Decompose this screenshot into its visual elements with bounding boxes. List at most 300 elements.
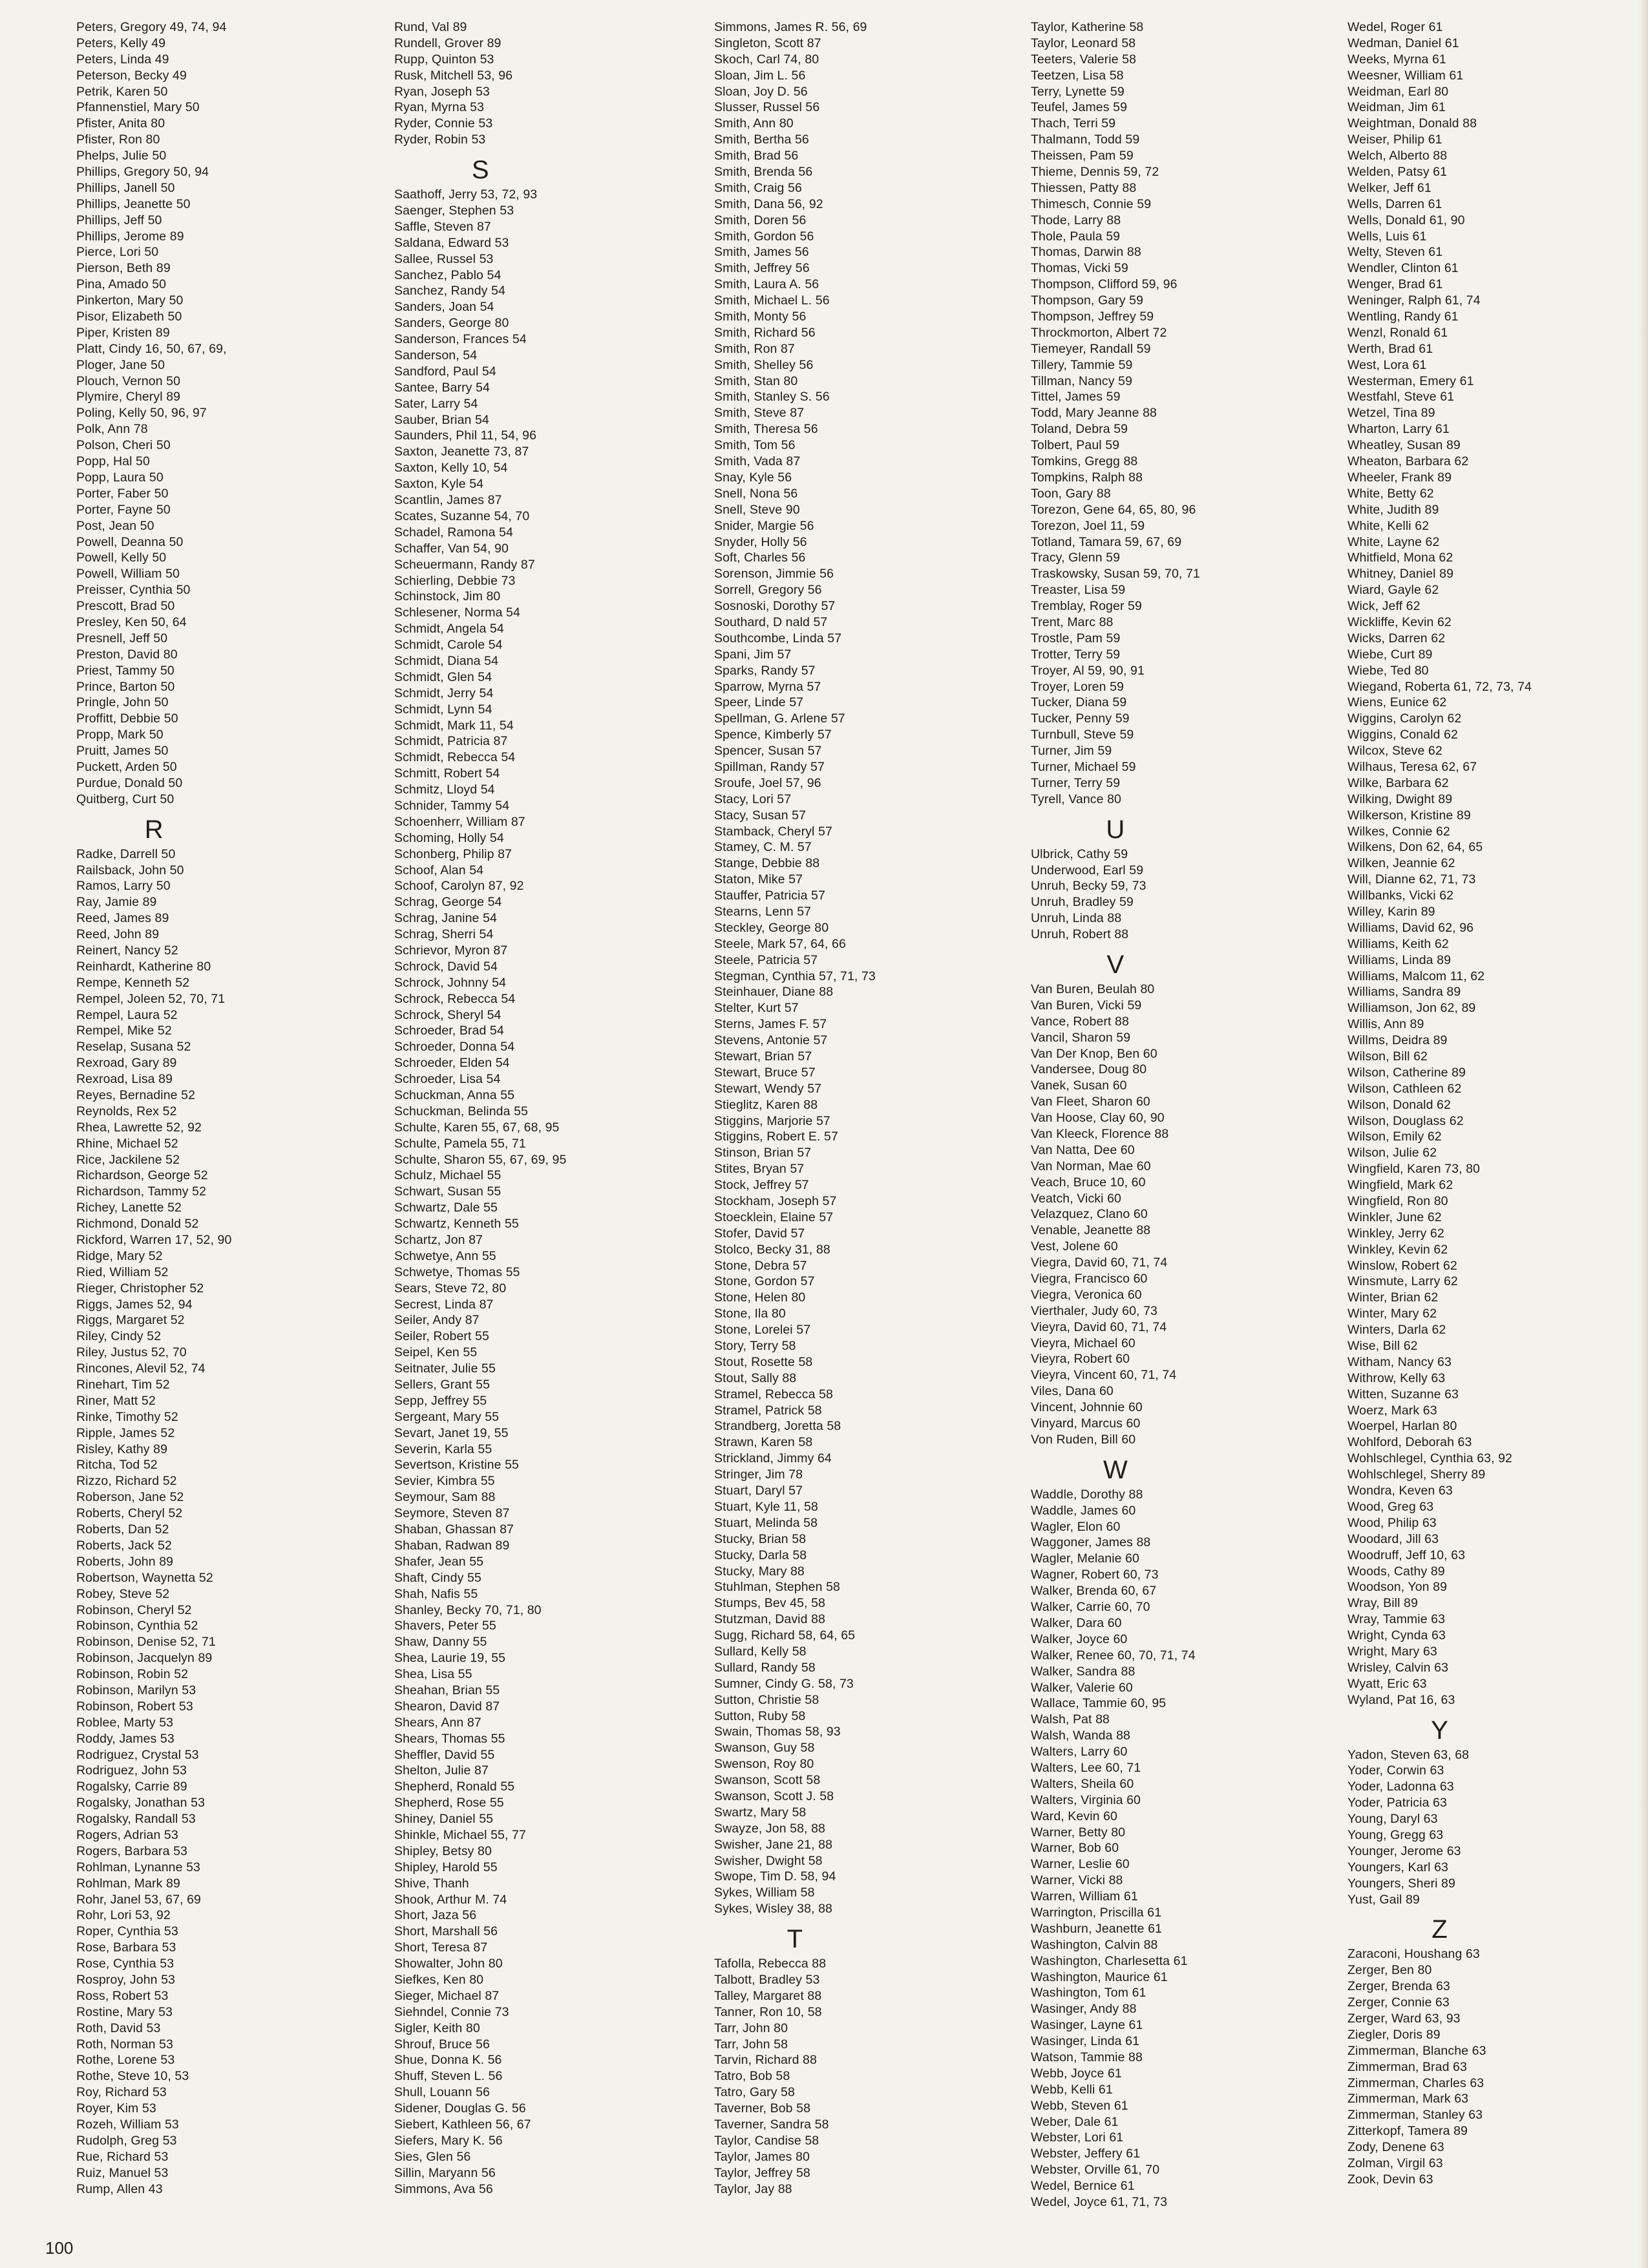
- index-entry: Westfahl, Steve 61: [1347, 390, 1455, 404]
- index-entry: Schuckman, Belinda 55: [394, 1104, 528, 1118]
- index-entry: Peterson, Becky 49: [76, 68, 187, 83]
- index-entry: Wilcox, Steve 62: [1347, 744, 1442, 759]
- index-entry: Shiney, Daniel 55: [394, 1812, 494, 1827]
- index-entry: Rhine, Michael 52: [76, 1136, 178, 1151]
- index-entry: Pinkerton, Mary 50: [76, 293, 184, 308]
- index-entry: Reyes, Bernadine 52: [76, 1088, 196, 1102]
- index-entry: Polk, Ann 78: [76, 422, 148, 437]
- index-entry: Turner, Jim 59: [1031, 744, 1112, 759]
- index-entry: Schmidt, Mark 11, 54: [394, 718, 514, 733]
- index-entry: Robinson, Robin 52: [76, 1667, 189, 1682]
- index-entry: Schaffer, Van 54, 90: [394, 541, 509, 556]
- index-entry: Rose, Cynthia 53: [76, 1957, 174, 1971]
- index-entry: Siehndel, Connie 73: [394, 2004, 509, 2019]
- index-entry: Venable, Jeanette 88: [1031, 1223, 1151, 1238]
- index-entry: Wyatt, Eric 63: [1347, 1676, 1427, 1691]
- index-entry: Sutton, Christie 58: [714, 1692, 819, 1707]
- index-entry: Stucky, Brian 58: [714, 1531, 807, 1546]
- index-entry: Tarvin, Richard 88: [714, 2053, 817, 2068]
- index-entry: Zitterkopf, Tamera 89: [1347, 2124, 1468, 2139]
- index-entry: Williams, Sandra 89: [1347, 985, 1461, 1000]
- index-entry: Scates, Suzanne 54, 70: [394, 509, 530, 523]
- index-entry: White, Kelli 62: [1347, 518, 1430, 533]
- index-entry: Rozeh, William 53: [76, 2117, 179, 2132]
- index-entry: Vest, Jolene 60: [1031, 1239, 1118, 1254]
- index-entry: Torezon, Joel 11, 59: [1031, 518, 1145, 533]
- index-entry: Skoch, Carl 74, 80: [714, 52, 819, 67]
- index-entry: Shaft, Cindy 55: [394, 1570, 481, 1585]
- index-entry: Viegra, Veronica 60: [1031, 1287, 1142, 1302]
- index-entry: Shipley, Betsy 80: [394, 1843, 492, 1858]
- index-entry: Thomas, Vicki 59: [1031, 261, 1128, 276]
- index-entry: Shears, Ann 87: [394, 1715, 481, 1730]
- index-entry: Washington, Calvin 88: [1031, 1937, 1158, 1952]
- index-entry: Tarr, John 80: [714, 2021, 788, 2035]
- index-entry: Walsh, Wanda 88: [1031, 1728, 1130, 1743]
- section-letter-w: W: [1103, 1455, 1128, 1484]
- index-entry: Stramel, Rebecca 58: [714, 1387, 833, 1402]
- index-entry: Thiessen, Patty 88: [1031, 180, 1137, 195]
- index-entry: Sanchez, Pablo 54: [394, 268, 502, 282]
- index-entry: Shearon, David 87: [394, 1699, 500, 1714]
- index-entry: Plymire, Cheryl 89: [76, 390, 181, 404]
- index-entry: Smith, Gordon 56: [714, 229, 814, 244]
- index-entry: Wheaton, Barbara 62: [1347, 454, 1469, 469]
- index-entry: Wentling, Randy 61: [1347, 310, 1459, 324]
- index-entry: Phelps, Julie 50: [76, 149, 167, 163]
- index-entry: White, Judith 89: [1347, 502, 1439, 517]
- index-entry: Weiser, Philip 61: [1347, 132, 1442, 147]
- index-entry: Wasinger, Layne 61: [1031, 2018, 1143, 2033]
- index-entry: Steinhauer, Diane 88: [714, 985, 834, 1000]
- index-entry: Will, Dianne 62, 71, 73: [1347, 872, 1476, 887]
- index-entry: Witham, Nancy 63: [1347, 1354, 1452, 1369]
- index-entry: Pfannenstiel, Mary 50: [76, 100, 200, 115]
- index-entry: Rickford, Warren 17, 52, 90: [76, 1233, 232, 1248]
- index-entry: Reinhardt, Katherine 80: [76, 959, 211, 974]
- index-entry: Schoof, Carolyn 87, 92: [394, 879, 524, 894]
- index-entry: Richardson, Tammy 52: [76, 1184, 207, 1199]
- index-entry: Vancil, Sharon 59: [1031, 1030, 1131, 1045]
- index-entry: Wiegand, Roberta 61, 72, 73, 74: [1347, 679, 1532, 694]
- index-entry: Schoming, Holly 54: [394, 830, 504, 845]
- index-entry: Rogalsky, Jonathan 53: [76, 1796, 206, 1811]
- index-entry: Wilken, Jeannie 62: [1347, 856, 1455, 871]
- index-entry: Roth, David 53: [76, 2021, 161, 2035]
- section-letter-v: V: [1106, 950, 1125, 979]
- index-entry: Snyder, Holly 56: [714, 534, 807, 549]
- index-entry: Prince, Barton 50: [76, 679, 175, 694]
- index-entry: Young, Gregg 63: [1347, 1827, 1444, 1842]
- index-entry: Wetzel, Tina 89: [1347, 406, 1435, 421]
- section-letter-r: R: [144, 815, 164, 844]
- index-entry: Weesner, William 61: [1347, 68, 1464, 83]
- index-entry: Vieyra, David 60, 71, 74: [1031, 1319, 1167, 1334]
- index-entry: Robinson, Cynthia 52: [76, 1619, 198, 1633]
- index-entry: Zimmerman, Brad 63: [1347, 2059, 1467, 2074]
- index-entry: Schuckman, Anna 55: [394, 1088, 515, 1102]
- index-entry: Shanley, Becky 70, 71, 80: [394, 1602, 542, 1617]
- index-entry: Smith, Stan 80: [714, 373, 798, 388]
- index-entry: Van Fleet, Sharon 60: [1031, 1095, 1150, 1109]
- index-entry: Pierce, Lori 50: [76, 245, 159, 260]
- index-entry: Wedman, Daniel 61: [1347, 36, 1459, 50]
- index-entry: Webster, Jeffery 61: [1031, 2147, 1141, 2161]
- index-entry: Schadel, Ramona 54: [394, 525, 513, 540]
- index-column-1: [76, 19, 231, 2197]
- index-entry: Sullard, Kelly 58: [714, 1644, 807, 1659]
- index-entry: Troyer, Al 59, 90, 91: [1031, 663, 1145, 678]
- index-entry: Wiebe, Curt 89: [1347, 647, 1433, 662]
- index-entry: Tafolla, Rebecca 88: [714, 1957, 827, 1971]
- index-entry: Talbott, Bradley 53: [714, 1972, 820, 1987]
- index-entry: Wilson, Douglass 62: [1347, 1113, 1464, 1128]
- index-entry: Rinehart, Tim 52: [76, 1378, 170, 1392]
- index-entry: Wingfield, Ron 80: [1347, 1194, 1448, 1209]
- index-entry: Wagler, Elon 60: [1031, 1519, 1121, 1534]
- index-entry: Shea, Lisa 55: [394, 1667, 472, 1682]
- index-entry: Viegra, David 60, 71, 74: [1031, 1255, 1168, 1270]
- index-entry: Weninger, Ralph 61, 74: [1347, 293, 1481, 308]
- index-entry: Saxton, Kelly 10, 54: [394, 461, 508, 476]
- index-entry: Toland, Debra 59: [1031, 422, 1128, 437]
- index-entry: Sugg, Richard 58, 64, 65: [714, 1628, 856, 1643]
- index-entry: Weightman, Donald 88: [1347, 116, 1477, 131]
- index-entry: Rempe, Kenneth 52: [76, 975, 190, 990]
- index-entry: Wingfield, Karen 73, 80: [1347, 1162, 1481, 1177]
- index-entry: Propp, Mark 50: [76, 728, 164, 742]
- index-entry: Thompson, Jeffrey 59: [1031, 310, 1154, 324]
- index-entry: Sterns, James F. 57: [714, 1017, 827, 1032]
- index-entry: Riggs, Margaret 52: [76, 1313, 185, 1328]
- index-entry: Stout, Sally 88: [714, 1370, 797, 1385]
- index-entry: Turner, Terry 59: [1031, 775, 1121, 790]
- index-entry: Turner, Michael 59: [1031, 759, 1136, 774]
- index-entry: Soft, Charles 56: [714, 551, 806, 565]
- index-entry: Swanson, Scott 58: [714, 1773, 821, 1788]
- index-entry: Shive, Thanh: [394, 1876, 469, 1891]
- index-entry: Ripple, James 52: [76, 1425, 175, 1440]
- index-entry: Shrouf, Bruce 56: [394, 2037, 490, 2052]
- index-entry: Slusser, Russel 56: [714, 100, 820, 115]
- index-entry: Unruh, Linda 88: [1031, 911, 1122, 926]
- index-entry: Sosnoski, Dorothy 57: [714, 599, 836, 614]
- index-entry: Schinstock, Jim 80: [394, 589, 501, 604]
- index-entry: Wilson, Emily 62: [1347, 1129, 1442, 1144]
- index-entry: Treaster, Lisa 59: [1031, 583, 1126, 598]
- index-entry: Spencer, Susan 57: [714, 744, 822, 759]
- index-entry: Rosproy, John 53: [76, 1972, 175, 1987]
- index-entry: Rogalsky, Carrie 89: [76, 1780, 187, 1794]
- index-entry: Reed, John 89: [76, 927, 160, 942]
- index-entry: Shull, Louann 56: [394, 2085, 490, 2100]
- index-entry: Sater, Larry 54: [394, 396, 478, 411]
- index-entry: Stinson, Brian 57: [714, 1146, 812, 1160]
- index-entry: Plouch, Vernon 50: [76, 373, 181, 388]
- index-entry: Peters, Linda 49: [76, 52, 169, 67]
- index-entry: Smith, Steve 87: [714, 406, 805, 421]
- index-entry: Stock, Jeffrey 57: [714, 1178, 809, 1193]
- index-entry: Rudolph, Greg 53: [76, 2133, 177, 2148]
- index-entry: Sanderson, Frances 54: [394, 332, 527, 347]
- index-entry: Stewart, Wendy 57: [714, 1081, 822, 1096]
- index-entry: Powell, Deanna 50: [76, 534, 184, 549]
- index-entry: Schlesener, Norma 54: [394, 605, 520, 620]
- index-entry: Phillips, Jerome 89: [76, 229, 184, 244]
- index-entry: Seitnater, Julie 55: [394, 1361, 496, 1376]
- index-entry: Veach, Bruce 10, 60: [1031, 1175, 1146, 1190]
- index-entry: Zimmerman, Blanche 63: [1347, 2043, 1486, 2058]
- index-entry: Taylor, Jay 88: [714, 2181, 792, 2196]
- index-entry: Velazquez, Clano 60: [1031, 1207, 1148, 1222]
- index-entry: Tittel, James 59: [1031, 390, 1121, 404]
- index-entry: Schmidt, Diana 54: [394, 653, 499, 668]
- index-entry: Saldana, Edward 53: [394, 235, 509, 250]
- index-entry: Rice, Jackilene 52: [76, 1152, 180, 1167]
- index-entry: Wedel, Joyce 61, 71, 73: [1031, 2195, 1168, 2209]
- index-entry: Schwartz, Kenneth 55: [394, 1217, 519, 1232]
- index-entry: Pfister, Anita 80: [76, 116, 165, 131]
- index-entry: Smith, Doren 56: [714, 213, 807, 227]
- index-entry: Schulte, Pamela 55, 71: [394, 1136, 526, 1151]
- index-entry: Whitfield, Mona 62: [1347, 551, 1453, 565]
- index-entry: Toon, Gary 88: [1031, 486, 1111, 501]
- index-entry: Sumner, Cindy G. 58, 73: [714, 1676, 854, 1691]
- index-entry: Williams, Linda 89: [1347, 952, 1452, 967]
- index-entry: Tatro, Bob 58: [714, 2069, 790, 2084]
- index-entry: Porter, Fayne 50: [76, 502, 171, 517]
- index-entry: Stacy, Susan 57: [714, 808, 807, 823]
- index-entry: Woerpel, Harlan 80: [1347, 1419, 1457, 1434]
- index-entry: Rostine, Mary 53: [76, 2004, 173, 2019]
- index-entry: Rempel, Laura 52: [76, 1007, 178, 1022]
- index-entry: Viles, Dana 60: [1031, 1384, 1114, 1399]
- index-entry: Wells, Luis 61: [1347, 229, 1427, 244]
- index-entry: Stegman, Cynthia 57, 71, 73: [714, 969, 876, 983]
- index-entry: Rempel, Mike 52: [76, 1024, 172, 1038]
- index-entry: Schrag, Janine 54: [394, 911, 497, 926]
- index-entry: Tillery, Tammie 59: [1031, 357, 1133, 372]
- index-entry: Walker, Dara 60: [1031, 1615, 1122, 1630]
- index-entry: Smith, Vada 87: [714, 454, 801, 469]
- index-entry: Webb, Steven 61: [1031, 2098, 1128, 2113]
- index-entry: Poling, Kelly 50, 96, 97: [76, 406, 207, 421]
- index-entry: Thompson, Clifford 59, 96: [1031, 277, 1178, 292]
- index-entry: Walters, Virginia 60: [1031, 1792, 1141, 1807]
- index-entry: Van Buren, Vicki 59: [1031, 998, 1142, 1013]
- index-entry: Washington, Tom 61: [1031, 1986, 1146, 2000]
- index-entry: Siebert, Kathleen 56, 67: [394, 2117, 531, 2132]
- index-entry: Phillips, Janell 50: [76, 180, 175, 195]
- index-entry: Rodriguez, Crystal 53: [76, 1747, 199, 1762]
- index-entry: Rothe, Steve 10, 53: [76, 2069, 189, 2084]
- index-entry: Smith, Richard 56: [714, 325, 816, 340]
- index-entry: Radke, Darrell 50: [76, 846, 176, 861]
- index-entry: Yust, Gail 89: [1347, 1892, 1420, 1907]
- index-entry: White, Layne 62: [1347, 534, 1440, 549]
- index-entry: Swain, Thomas 58, 93: [714, 1725, 841, 1739]
- index-entry: Wood, Greg 63: [1347, 1499, 1434, 1514]
- index-entry: Winsmute, Larry 62: [1347, 1274, 1458, 1289]
- index-entry: Wilson, Bill 62: [1347, 1049, 1428, 1064]
- index-entry: Ziegler, Doris 89: [1347, 2027, 1441, 2042]
- index-entry: Wyland, Pat 16, 63: [1347, 1692, 1455, 1707]
- index-entry: Scantlin, James 87: [394, 493, 502, 508]
- index-entry: Phillips, Jeff 50: [76, 213, 162, 227]
- index-entry: Zimmerman, Stanley 63: [1347, 2108, 1483, 2123]
- index-entry: Spillman, Randy 57: [714, 759, 825, 774]
- index-entry: Schmidt, Carole 54: [394, 638, 503, 653]
- index-entry: Richardson, George 52: [76, 1168, 208, 1183]
- index-entry: Schroeder, Elden 54: [394, 1056, 510, 1071]
- index-entry: Woodruff, Jeff 10, 63: [1347, 1548, 1466, 1562]
- index-entry: Saxton, Kyle 54: [394, 477, 484, 492]
- index-entry: Shue, Donna K. 56: [394, 2053, 502, 2068]
- index-column-4: [1031, 19, 1200, 2210]
- index-entry: Schierling, Debbie 73: [394, 573, 516, 588]
- index-entry: Saxton, Jeanette 73, 87: [394, 445, 529, 459]
- index-entry: Unruh, Becky 59, 73: [1031, 879, 1146, 894]
- index-entry: Weidman, Earl 80: [1347, 84, 1449, 99]
- index-entry: Rizzo, Richard 52: [76, 1474, 177, 1489]
- index-entry: Terry, Lynette 59: [1031, 84, 1125, 99]
- index-entry: Roberts, Cheryl 52: [76, 1506, 183, 1521]
- index-entry: Wilson, Julie 62: [1347, 1146, 1437, 1160]
- index-entry: Washington, Maurice 61: [1031, 1969, 1168, 1984]
- index-entry: Stearns, Lenn 57: [714, 904, 812, 919]
- index-entry: Westerman, Emery 61: [1347, 373, 1474, 388]
- index-entry: Warner, Leslie 60: [1031, 1857, 1130, 1872]
- index-entry: Wingfield, Mark 62: [1347, 1178, 1453, 1193]
- index-entry: Walters, Lee 60, 71: [1031, 1760, 1141, 1775]
- index-entry: Talley, Margaret 88: [714, 1988, 822, 2003]
- index-entry: Washington, Charlesetta 61: [1031, 1953, 1188, 1968]
- index-entry: Zolman, Virgil 63: [1347, 2156, 1443, 2170]
- index-entry: Winkler, June 62: [1347, 1210, 1442, 1224]
- index-entry: Yadon, Steven 63, 68: [1347, 1747, 1470, 1762]
- index-entry: Ridge, Mary 52: [76, 1248, 163, 1263]
- index-entry: Smith, Stanley S. 56: [714, 390, 830, 404]
- index-entry: Winter, Mary 62: [1347, 1307, 1437, 1321]
- index-entry: Robinson, Cheryl 52: [76, 1602, 192, 1617]
- index-entry: Sergeant, Mary 55: [394, 1409, 500, 1424]
- index-entry: Robertson, Waynetta 52: [76, 1570, 213, 1585]
- index-entry: Taylor, Katherine 58: [1031, 20, 1144, 34]
- index-entry: Wheeler, Frank 89: [1347, 470, 1452, 485]
- index-entry: Saenger, Stephen 53: [394, 204, 514, 218]
- index-entry: Ried, William 52: [76, 1265, 169, 1279]
- index-entry: Smith, Michael L. 56: [714, 293, 830, 308]
- index-entry: Sykes, Wisley 38, 88: [714, 1902, 832, 1916]
- index-entry: Riggs, James 52, 94: [76, 1297, 193, 1312]
- index-entry: Peters, Gregory 49, 74, 94: [76, 20, 227, 34]
- index-entry: Zimmerman, Mark 63: [1347, 2092, 1469, 2106]
- index-entry: Walker, Sandra 88: [1031, 1664, 1136, 1679]
- index-entry: Reinert, Nancy 52: [76, 943, 178, 958]
- index-entry: Wray, Bill 89: [1347, 1596, 1418, 1611]
- index-entry: Wiebe, Ted 80: [1347, 663, 1429, 678]
- section-letter-u: U: [1106, 815, 1125, 844]
- index-entry: Scheuermann, Randy 87: [394, 557, 535, 572]
- index-entry: Stringer, Jim 78: [714, 1467, 803, 1482]
- index-entry: Tillman, Nancy 59: [1031, 373, 1133, 388]
- index-entry: Schmitt, Robert 54: [394, 766, 500, 781]
- index-entry: Stiggins, Robert E. 57: [714, 1129, 838, 1144]
- index-entry: Sanderson, 54: [394, 348, 478, 363]
- index-entry: Richey, Lanette 52: [76, 1201, 182, 1215]
- index-entry: Wilkes, Connie 62: [1347, 824, 1450, 839]
- index-entry: Rusk, Mitchell 53, 96: [394, 68, 513, 83]
- index-entry: Ward, Kevin 60: [1031, 1809, 1117, 1823]
- index-entry: Wiggins, Conald 62: [1347, 728, 1458, 742]
- index-entry: Rhea, Lawrette 52, 92: [76, 1120, 202, 1135]
- index-entry: Van Buren, Beulah 80: [1031, 982, 1155, 996]
- index-entry: Stewart, Brian 57: [714, 1049, 812, 1064]
- index-entry: Spani, Jim 57: [714, 647, 792, 662]
- index-entry: Wood, Philip 63: [1347, 1515, 1437, 1530]
- index-entry: Wilson, Donald 62: [1347, 1097, 1451, 1112]
- index-entry: Ploger, Jane 50: [76, 357, 165, 372]
- index-entry: Sallee, Russel 53: [394, 251, 494, 266]
- index-entry: Polson, Cheri 50: [76, 438, 171, 453]
- index-entry: Shipley, Harold 55: [394, 1860, 498, 1874]
- index-entry: Stucky, Mary 88: [714, 1564, 805, 1579]
- index-entry: Walker, Renee 60, 70, 71, 74: [1031, 1648, 1196, 1663]
- index-entry: Proffitt, Debbie 50: [76, 711, 178, 726]
- index-column-2: [394, 19, 566, 2197]
- index-entry: Wells, Donald 61, 90: [1347, 213, 1465, 227]
- index-entry: Stone, Debra 57: [714, 1258, 807, 1273]
- index-entry: Sies, Glen 56: [394, 2149, 471, 2164]
- index-entry: Zaraconi, Houshang 63: [1347, 1947, 1480, 1962]
- index-entry: Williamson, Jon 62, 89: [1347, 1001, 1476, 1016]
- index-entry: Yoder, Patricia 63: [1347, 1796, 1447, 1811]
- index-entry: Pierson, Beth 89: [76, 261, 171, 276]
- index-entry: Zody, Denene 63: [1347, 2140, 1444, 2155]
- index-entry: Underwood, Earl 59: [1031, 863, 1144, 877]
- index-entry: Powell, Kelly 50: [76, 551, 167, 565]
- index-entry: Preston, David 80: [76, 647, 178, 662]
- index-entry: Vincent, Johnnie 60: [1031, 1400, 1143, 1415]
- index-entry: Wedel, Bernice 61: [1031, 2179, 1135, 2194]
- index-entry: Pfister, Ron 80: [76, 132, 160, 147]
- index-entry: Willbanks, Vicki 62: [1347, 888, 1454, 903]
- index-entry: Stout, Rosette 58: [714, 1354, 813, 1369]
- index-entry: Stuart, Kyle 11, 58: [714, 1499, 818, 1514]
- index-entry: Welch, Alberto 88: [1347, 149, 1448, 163]
- index-entry: Troyer, Loren 59: [1031, 679, 1124, 694]
- index-entry: Walker, Carrie 60, 70: [1031, 1600, 1150, 1615]
- index-entry: Ruiz, Manuel 53: [76, 2165, 169, 2180]
- index-entry: Winter, Brian 62: [1347, 1290, 1439, 1305]
- index-entry: Tracy, Glenn 59: [1031, 551, 1121, 565]
- index-entry: Tarr, John 58: [714, 2037, 788, 2052]
- index-entry: Woods, Cathy 89: [1347, 1564, 1445, 1579]
- index-entry: Theissen, Pam 59: [1031, 149, 1134, 163]
- index-entry: Stauffer, Patricia 57: [714, 888, 825, 903]
- index-entry: Wise, Bill 62: [1347, 1339, 1418, 1354]
- index-entry: Weidman, Jim 61: [1347, 100, 1446, 115]
- index-entry: Zerger, Brenda 63: [1347, 1979, 1450, 1994]
- index-entry: Porter, Faber 50: [76, 486, 169, 501]
- index-entry: Van Hoose, Clay 60, 90: [1031, 1111, 1165, 1126]
- index-entry: Snell, Steve 90: [714, 502, 800, 517]
- index-entry: Stramel, Patrick 58: [714, 1403, 822, 1418]
- index-entry: Teetzen, Lisa 58: [1031, 68, 1124, 83]
- index-entry: Shaban, Radwan 89: [394, 1538, 510, 1553]
- index-entry: Warrington, Priscilla 61: [1031, 1905, 1162, 1920]
- index-entry: Wray, Tammie 63: [1347, 1612, 1446, 1627]
